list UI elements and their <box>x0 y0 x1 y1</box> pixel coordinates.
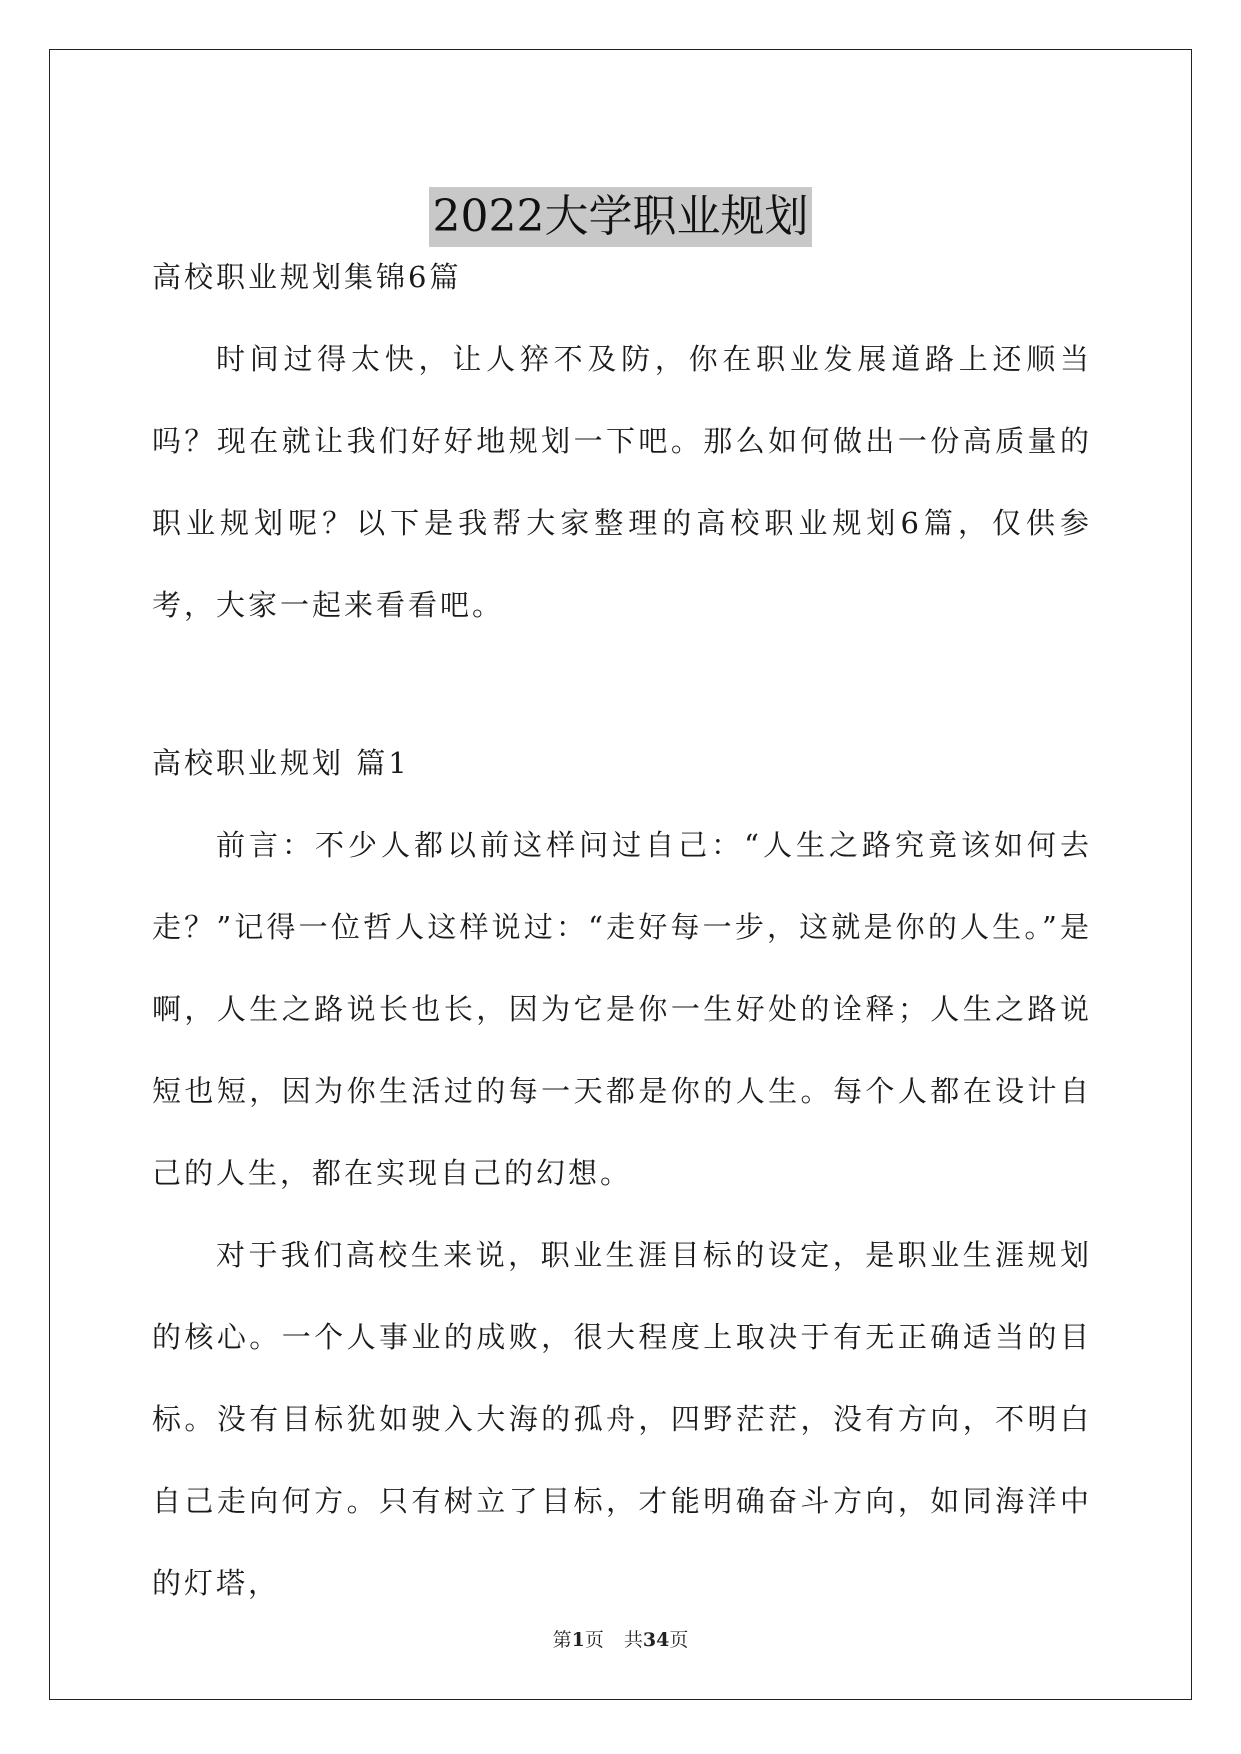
section-heading: 高校职业规划 篇1 <box>152 746 410 780</box>
total-unit: 页 <box>669 1629 689 1651</box>
document-subtitle: 高校职业规划集锦6篇 <box>152 260 462 294</box>
section-spacer <box>152 646 1092 722</box>
document-title: 2022大学职业规划 <box>429 187 813 247</box>
page-prefix: 第 <box>552 1629 572 1651</box>
page-current: 1 <box>571 1629 585 1651</box>
body-paragraph-2: 对于我们高校生来说，职业生涯目标的设定，是职业生涯规划的核心。一个人事业的成败，很大程度上取决于有无正确适当的目标。没有目标犹如驶入大海的孤舟，四野茫茫，没有方向，不明白自己走向何方。只有树立了目标，才能明确奋斗方向，如同海洋中的灯塔， <box>152 1238 1092 1600</box>
page-unit: 页 <box>584 1629 604 1651</box>
page-total: 34 <box>642 1629 670 1651</box>
total-prefix: 共 <box>623 1629 643 1651</box>
intro-paragraph: 时间过得太快，让人猝不及防，你在职业发展道路上还顺当吗？现在就让我们好好地规划一下吧。那么如何做出一份高质量的职业规划呢？以下是我帮大家整理的高校职业规划6篇，仅供参考，大家一起来看看吧。 <box>152 342 1092 622</box>
document-body <box>152 236 1092 1624</box>
page-footer <box>0 1625 1241 1652</box>
body-paragraph-1: 前言：不少人都以前这样问过自己：“人生之路究竟该如何去走？”记得一位哲人这样说过：“走好每一步，这就是你的人生。”是啊，人生之路说长也长，因为它是你一生好处的诠释；人生之路说短也短，因为你生活过的每一天都是你的人生。每个人都在设计自己的人生，都在实现自己的幻想。 <box>152 828 1092 1190</box>
